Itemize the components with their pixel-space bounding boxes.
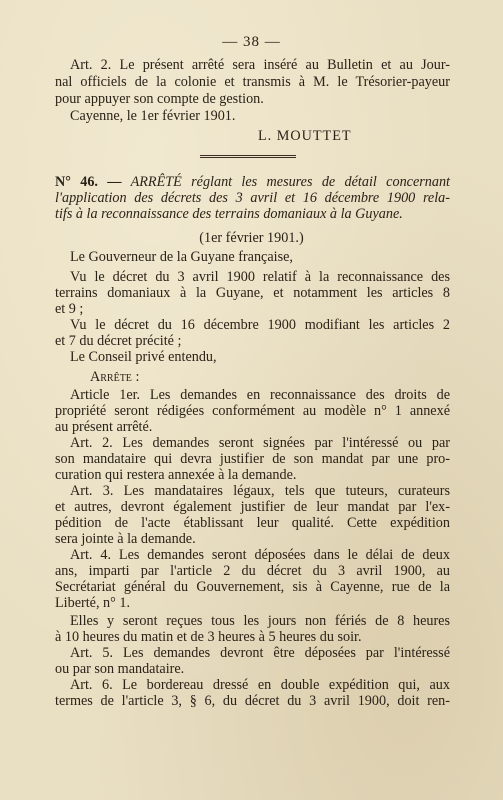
body-line: Elles y seront reçues tous les jours non fériés de 8 heures bbox=[70, 613, 450, 629]
body-line: pédition de l'acte établissant leur qualité. Cette expédition bbox=[55, 515, 450, 531]
body-line: ans, imparti par l'article 2 du décret du 3 avril 1900, au bbox=[55, 563, 450, 579]
body-line: Vu le décret du 3 avril 1900 relatif à la reconnaissance des bbox=[70, 269, 450, 285]
article-2-line-2: nal officiels de la colonie et transmis à M. le Trésorier-payeur bbox=[55, 74, 450, 90]
decree-title-1-text: ARRÊTÉ réglant les mesures de détail concernant bbox=[130, 174, 450, 190]
body-line: ou par son mandataire. bbox=[55, 661, 185, 677]
body-line: à 10 heures du matin et de 3 heures à 5 heures du soir. bbox=[55, 629, 362, 645]
body-line: curation qui restera annexée à la demande. bbox=[55, 467, 297, 483]
body-line: Art. 6. Le bordereau dressé en double expédition qui, aux bbox=[70, 677, 450, 693]
body-line: Vu le décret du 16 décembre 1900 modifiant les articles 2 bbox=[70, 317, 450, 333]
body-line: Article 1er. Les demandes en reconnaissance des droits de bbox=[70, 387, 450, 403]
body-line: propriété seront rédigées conformément au modèle n° 1 annexé bbox=[55, 403, 450, 419]
body-line: Secrétariat général du Gouvernement, sis à Cayenne, rue de la bbox=[55, 579, 450, 595]
decree-title-line-2: l'application des décrets des 3 avril et 16 décembre 1900 rela- bbox=[55, 190, 450, 206]
body-line: et 9 ; bbox=[55, 301, 84, 317]
section-divider bbox=[200, 155, 296, 158]
page-number: — 38 — bbox=[222, 34, 281, 50]
body-line: Art. 2. Les demandes seront signées par l'intéressé ou par bbox=[70, 435, 450, 451]
body-line: son mandataire qui devra justifier de son mandat par une pro- bbox=[55, 451, 450, 467]
decree-title-line-1 bbox=[55, 174, 450, 190]
place-date: Cayenne, le 1er février 1901. bbox=[70, 108, 236, 124]
decree-title-line-3: tifs à la reconnaissance des terrains domaniaux à la Guyane. bbox=[55, 206, 403, 222]
body-line: terrains domaniaux à la Guyane, et notamment les articles 8 bbox=[55, 285, 450, 301]
arrete-heading: Arrête : bbox=[90, 369, 140, 385]
article-2-line-1: Art. 2. Le présent arrêté sera inséré au Bulletin et au Jour- bbox=[70, 57, 450, 73]
body-line: Liberté, n° 1. bbox=[55, 595, 131, 611]
body-line: et autres, devront également justifier de leur mandat par l'ex- bbox=[55, 499, 450, 515]
body-line: Art. 4. Les demandes seront déposées dans le délai de deux bbox=[70, 547, 450, 563]
body-line: et 7 du décret précité ; bbox=[55, 333, 182, 349]
body-line: Le Gouverneur de la Guyane française, bbox=[70, 249, 293, 265]
body-line: Art. 5. Les demandes devront être déposées par l'intéressé bbox=[70, 645, 450, 661]
decree-number: N° 46. — bbox=[55, 174, 122, 190]
decree-date: (1er février 1901.) bbox=[199, 230, 304, 246]
article-2-line-3: pour appuyer son compte de gestion. bbox=[55, 91, 264, 107]
body-line: au présent arrêté. bbox=[55, 419, 153, 435]
body-line: Le Conseil privé entendu, bbox=[70, 349, 217, 365]
signature: L. MOUTTET bbox=[258, 128, 352, 144]
body-line: Art. 3. Les mandataires légaux, tels que tuteurs, curateurs bbox=[70, 483, 450, 499]
body-line: termes de l'article 3, § 6, du décret du 3 avril 1900, doit ren- bbox=[55, 693, 450, 709]
body-line: sera jointe à la demande. bbox=[55, 531, 196, 547]
